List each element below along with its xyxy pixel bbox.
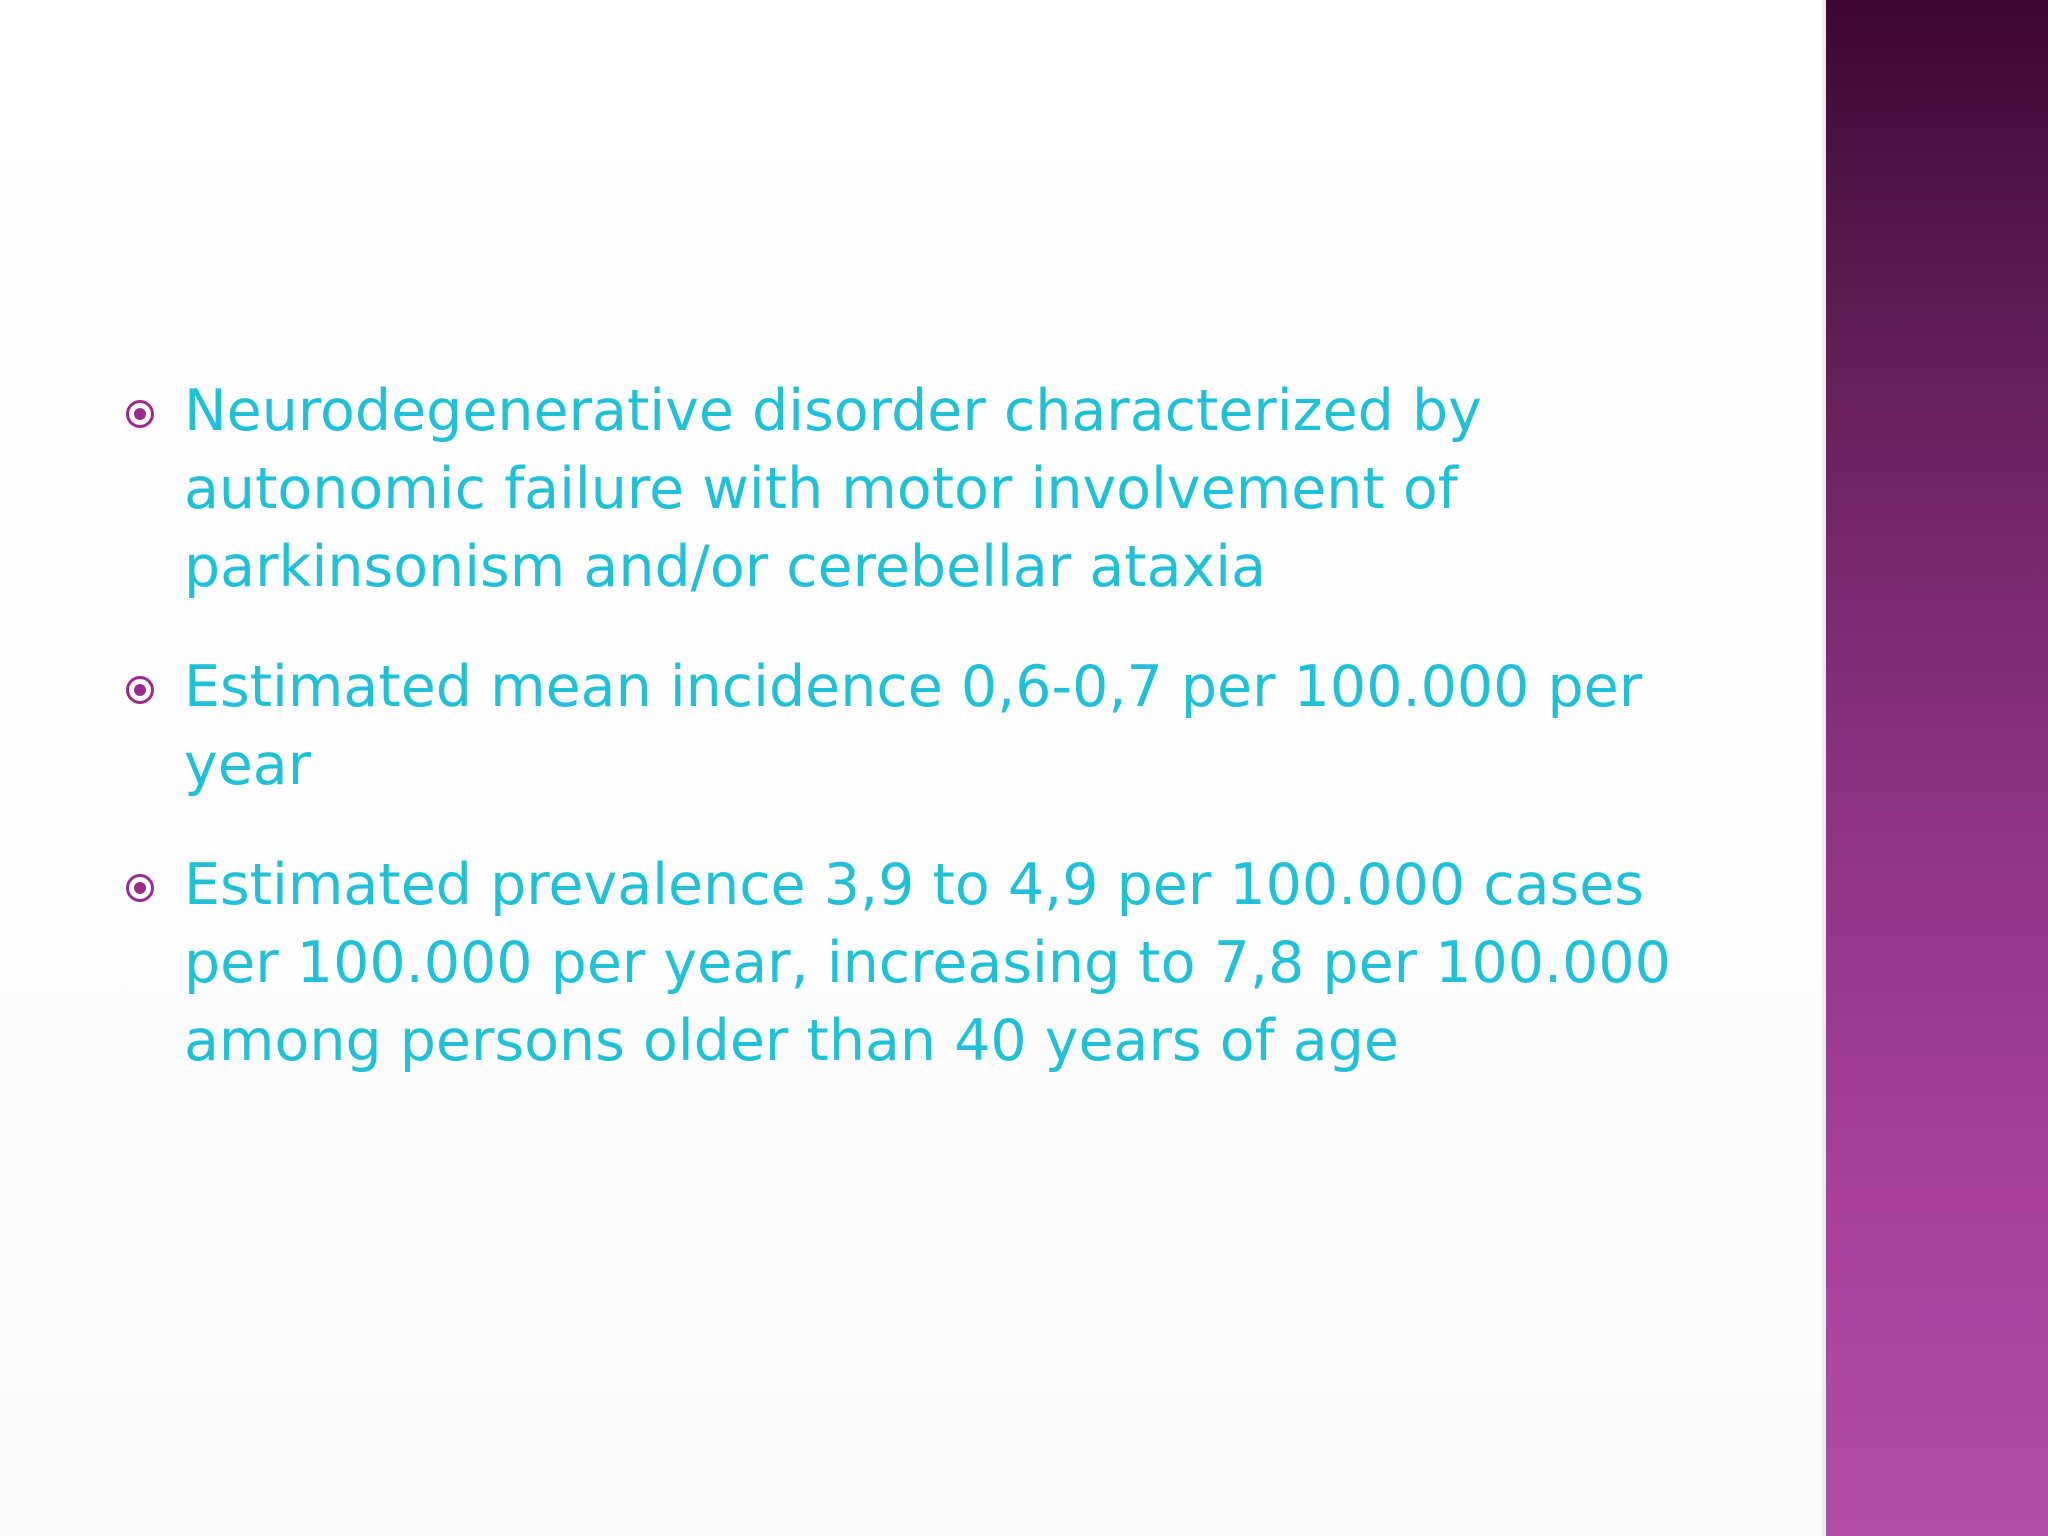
decorative-side-band <box>1826 0 2048 1536</box>
bullet-list <box>120 372 1780 1122</box>
bullet-text: Estimated mean incidence 0,6-0,7 per 100.000 per year <box>184 654 1643 798</box>
bullet-text: Estimated prevalence 3,9 to 4,9 per 100.000 cases per 100.000 per year, increasing to 7,8 per 100.000 among persons older than 40 years of age <box>184 852 1671 1074</box>
bullet-text: Neurodegenerative disorder characterized by autonomic failure with motor involvement of parkinsonism and/or cerebellar ataxia <box>184 378 1482 600</box>
target-bullet-icon <box>126 874 154 902</box>
bullet-item-definition <box>120 372 1780 606</box>
target-bullet-icon <box>126 400 154 428</box>
bullet-item-prevalence <box>120 846 1780 1080</box>
bullet-item-incidence <box>120 648 1780 804</box>
target-bullet-icon <box>126 676 154 704</box>
